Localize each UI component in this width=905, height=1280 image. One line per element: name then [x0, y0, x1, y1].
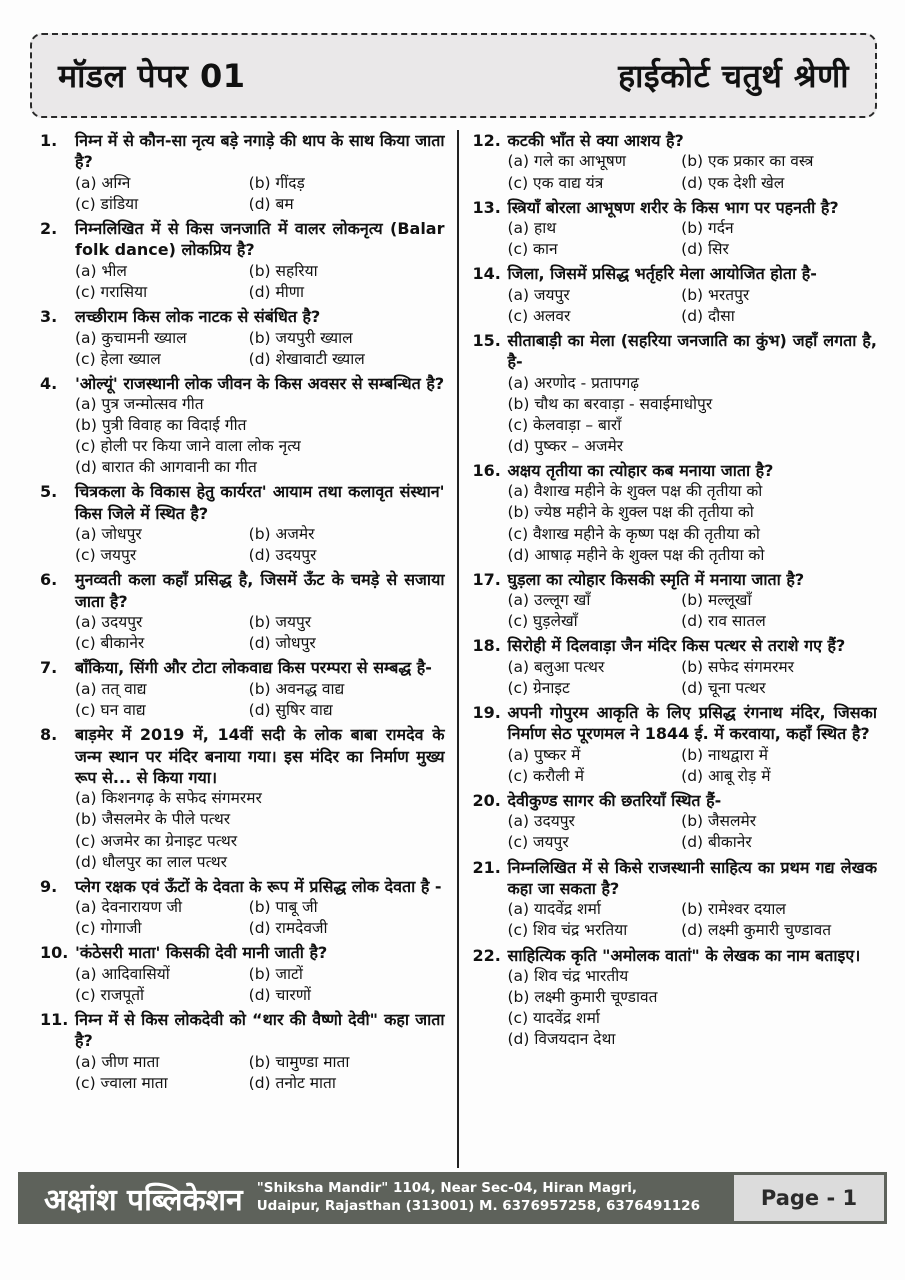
- question-number: 11.: [40, 1009, 69, 1029]
- question-item: [40, 657, 445, 721]
- option-item: (c) वैशाख महीने के कृष्ण पक्ष की तृतीया को: [507, 524, 760, 543]
- question-body: [75, 876, 445, 940]
- option-item: (c) बीकानेर: [75, 634, 145, 653]
- option-item: (a) कुचामनी ख्याल: [75, 328, 187, 347]
- question-number: 20.: [472, 790, 501, 810]
- option-item: (d) दौसा: [681, 306, 735, 325]
- option-item: (c) हेला ख्याल: [75, 349, 161, 368]
- question-text: घुड़ला का त्योहार किसकी स्मृति में मनाया जाता है?: [507, 569, 805, 589]
- option-item: (c) जयपुर: [75, 546, 137, 565]
- option-item: (c) कान: [507, 240, 558, 259]
- option-item: (c) ग्रेनाइट: [507, 678, 570, 697]
- options-list: [508, 373, 878, 457]
- question-item: [40, 218, 445, 303]
- question-number: 7.: [40, 658, 58, 678]
- question-text: अपनी गोपुरम आकृति के लिए प्रसिद्ध रंगनाथ मंदिर, जिसका निर्माण सेठ पूरणमल ने 1844 ई. में करवाया, कहाँ स्थित है?: [507, 702, 877, 744]
- options-list: [75, 261, 445, 303]
- question-body: [508, 197, 878, 261]
- question-item: [40, 724, 445, 873]
- question-item: [40, 942, 445, 1006]
- option-item: (a) जयपुर: [507, 285, 570, 304]
- option-item: (a) पुष्कर में: [507, 745, 581, 764]
- option-item: (a) उदयपुर: [507, 812, 575, 831]
- option-item: (d) एक देशी खेल: [681, 173, 785, 192]
- question-body: [508, 263, 878, 327]
- question-item: [473, 790, 878, 854]
- option-item: (c) घुड़लेखाँ: [507, 612, 578, 631]
- option-item: (c) अलवर: [507, 306, 571, 325]
- option-item: (b) लक्ष्मी कुमारी चूण्डावत: [507, 988, 658, 1007]
- option-item: (a) किशनगढ़ के सफेद संगमरमर: [75, 789, 262, 808]
- option-item: (c) शिव चंद्र भरतिया: [507, 921, 628, 940]
- options-list: [75, 524, 445, 566]
- option-item: (c) घन वाद्य: [75, 700, 146, 719]
- question-item: [473, 130, 878, 194]
- question-item: [473, 460, 878, 566]
- question-body: [75, 1009, 445, 1094]
- option-item: (c) ज्वाला माता: [75, 1073, 168, 1092]
- question-number: 10.: [40, 943, 69, 963]
- question-item: [473, 945, 878, 1051]
- option-item: (a) जोधपुर: [75, 525, 142, 544]
- question-item: [40, 1009, 445, 1094]
- question-text: मुनव्वती कला कहाँ प्रसिद्ध है, जिसमें ऊँट के चमड़े से सजाया जाता है?: [75, 570, 445, 611]
- question-number: 6.: [40, 570, 58, 590]
- question-item: [40, 306, 445, 370]
- option-item: (d) जोधपुर: [248, 634, 316, 653]
- question-item: [473, 263, 878, 327]
- option-item: (b) अवनद्ध वाद्य: [248, 679, 345, 698]
- option-item: (d) धौलपुर का लाल पत्थर: [75, 852, 227, 871]
- option-item: (d) तनोट माता: [248, 1073, 336, 1092]
- option-item: (d) राव सातल: [681, 612, 766, 631]
- question-text: स्त्रियाँ बोरला आभूषण शरीर के किस भाग पर पहनती है?: [507, 197, 839, 217]
- question-body: [508, 790, 878, 854]
- option-item: (b) चामुण्डा माता: [248, 1052, 350, 1071]
- options-list: [508, 151, 878, 193]
- option-item: (c) एक वाद्य यंत्र: [507, 173, 604, 192]
- question-number: 17.: [472, 569, 501, 589]
- question-text: लच्छीराम किस लोक नाटक से संबंधित है?: [75, 307, 321, 327]
- question-number: 13.: [472, 197, 501, 217]
- option-item: (b) एक प्रकार का वस्त्र: [681, 152, 814, 171]
- question-body: [508, 330, 878, 457]
- option-item: (a) उदयपुर: [75, 613, 143, 632]
- question-text: निम्न में से कौन-सा नृत्य बड़े नगाड़े की थाप के साथ किया जाता है?: [75, 131, 445, 172]
- question-body: [75, 569, 445, 654]
- option-item: (c) केलवाड़ा – बाराँ: [507, 415, 622, 434]
- question-body: [508, 945, 878, 1051]
- option-item: (d) सिर: [681, 240, 729, 259]
- publisher-address: [257, 1180, 734, 1215]
- option-item: (d) मीणा: [248, 282, 305, 301]
- option-item: (d) शेखावाटी ख्याल: [248, 349, 365, 368]
- option-item: (b) गर्दन: [681, 219, 734, 238]
- option-item: (a) हाथ: [507, 219, 557, 238]
- paper-title: मॉडल पेपर 01: [58, 57, 246, 95]
- option-item: (d) बीकानेर: [681, 833, 752, 852]
- option-item: (b) गींदड़: [248, 173, 305, 192]
- option-item: (b) जयपुरी ख्याल: [248, 328, 353, 347]
- question-text: निम्नलिखित में से किस जनजाति में वालर लोकनृत्य (Balar folk dance) लोकप्रिय है?: [75, 219, 445, 260]
- question-text: सिरोही में दिलवाड़ा जैन मंदिर किस पत्थर से तराशे गए हैं?: [507, 636, 846, 656]
- option-item: (d) उदयपुर: [248, 546, 317, 565]
- question-body: [75, 218, 445, 303]
- question-body: [508, 857, 878, 942]
- question-text: अक्षय तृतीया का त्योहार कब मनाया जाता है?: [507, 460, 774, 480]
- question-body: [75, 942, 445, 1006]
- options-list: [508, 745, 878, 787]
- options-list: [75, 679, 445, 721]
- option-item: (b) जैसलमेर: [681, 812, 757, 831]
- option-item: (c) जयपुर: [507, 833, 569, 852]
- question-item: [473, 569, 878, 633]
- options-list: [75, 394, 445, 478]
- questions-area: [40, 130, 877, 1168]
- question-item: [473, 702, 878, 787]
- question-number: 14.: [472, 264, 501, 284]
- question-text: बाड़मेर में 2019 में, 14वीं सदी के लोक बाबा रामदेव के जन्म स्थान पर मंदिर बनाया गया। इस मंदिर का निर्माण मुख्य रूप से... से किया गया।: [75, 725, 445, 787]
- option-item: (a) तत् वाद्य: [75, 679, 147, 698]
- publisher-address-line1: "Shiksha Mandir" 1104, Near Sec-04, Hiran Magri,: [256, 1180, 638, 1197]
- question-text: जिला, जिसमें प्रसिद्ध भर्तृहरि मेला आयोजित होता है-: [507, 264, 817, 284]
- options-list: [75, 328, 445, 370]
- question-body: [508, 702, 878, 787]
- option-item: (a) यादवेंद्र शर्मा: [507, 900, 601, 919]
- options-list: [508, 481, 878, 565]
- questions-column-left: [40, 130, 457, 1168]
- option-item: (b) जयपुर: [248, 613, 312, 632]
- option-item: (d) चूना पत्थर: [681, 678, 766, 697]
- question-text: बाँकिया, सिंगी और टोटा लोकवाद्य किस परम्परा से सम्बद्ध है-: [75, 658, 432, 678]
- option-item: (d) लक्ष्मी कुमारी चुण्डावत: [681, 921, 832, 940]
- question-item: [40, 876, 445, 940]
- options-list: [75, 964, 445, 1006]
- question-item: [473, 330, 878, 457]
- options-list: [508, 966, 878, 1050]
- option-item: (d) बारात की आगवानी का गीत: [75, 458, 257, 477]
- options-list: [75, 788, 445, 872]
- option-item: (a) बलुआ पत्थर: [507, 657, 605, 676]
- question-text: सीताबाड़ी का मेला (सहरिया जनजाति का कुंभ) जहाँ लगता है, है-: [507, 330, 877, 372]
- question-text: निम्नलिखित में से किसे राजस्थानी साहित्य का प्रथम गद्य लेखक कहा जा सकता है?: [507, 857, 877, 898]
- option-item: (c) करौली में: [507, 766, 585, 785]
- option-item: (d) रामदेवजी: [248, 919, 328, 938]
- question-item: [473, 197, 878, 261]
- question-number: 22.: [472, 945, 501, 965]
- question-item: [473, 857, 878, 942]
- option-item: (b) मल्लूखाँ: [681, 591, 752, 610]
- question-text: 'ओल्यूं' राजस्थानी लोक जीवन के किस अवसर से सम्बन्धित है?: [75, 373, 445, 393]
- question-number: 5.: [40, 482, 58, 502]
- option-item: (a) वैशाख महीने के शुक्ल पक्ष की तृतीया को: [507, 482, 763, 501]
- options-list: [75, 173, 445, 215]
- question-body: [508, 569, 878, 633]
- option-item: (a) अरणोद - प्रतापगढ़: [507, 373, 640, 392]
- options-list: [508, 590, 878, 632]
- question-item: [40, 481, 445, 566]
- page-number-badge: Page - 1: [734, 1175, 884, 1221]
- question-item: [40, 569, 445, 654]
- header: [30, 33, 877, 118]
- question-body: [75, 130, 445, 215]
- option-item: (c) अजमेर का ग्रेनाइट पत्थर: [75, 831, 238, 850]
- question-number: 1.: [40, 131, 58, 150]
- footer: [18, 1172, 887, 1224]
- option-item: (c) राजपूतों: [75, 985, 145, 1004]
- question-number: 4.: [40, 373, 58, 393]
- question-body: [508, 130, 878, 194]
- question-text: निम्न में से किस लोकदेवी को “थार की वैष्णो देवी" कहा जाता है?: [75, 1009, 445, 1051]
- publisher-address-line2: Udaipur, Rajasthan (313001) M. 6376957258, 6376491126: [256, 1198, 700, 1214]
- question-body: [75, 373, 445, 479]
- question-text: कटकी भाँत से क्या आशय है?: [507, 131, 684, 150]
- option-item: (c) डांडिया: [75, 194, 139, 213]
- question-number: 2.: [40, 219, 58, 239]
- option-item: (a) शिव चंद्र भारतीय: [507, 967, 629, 985]
- question-item: [40, 130, 445, 215]
- option-item: (a) पुत्र जन्मोत्सव गीत: [75, 395, 204, 414]
- option-item: (b) रामेश्वर दयाल: [681, 900, 786, 919]
- questions-column-right: [457, 130, 878, 1168]
- option-item: (b) नाथद्वारा में: [681, 745, 769, 764]
- question-number: 21.: [472, 857, 501, 877]
- option-item: (a) उल्लूग खाँ: [507, 591, 591, 610]
- options-list: [508, 285, 878, 327]
- question-body: [508, 635, 878, 699]
- option-item: (d) आषाढ़ महीने के शुक्ल पक्ष की तृतीया को: [507, 545, 765, 564]
- option-item: (b) चौथ का बरवाड़ा - सवाईमाधोपुर: [507, 394, 713, 413]
- option-item: (b) अजमेर: [248, 525, 315, 544]
- exam-title: हाईकोर्ट चतुर्थ श्रेणी: [618, 57, 849, 95]
- question-number: 3.: [40, 307, 58, 327]
- option-item: (d) पुष्कर – अजमेर: [507, 436, 624, 455]
- question-body: [75, 481, 445, 566]
- question-body: [75, 724, 445, 873]
- option-item: (b) भरतपुर: [681, 285, 750, 304]
- option-item: (a) आदिवासियों: [75, 964, 170, 983]
- question-number: 15.: [472, 330, 501, 350]
- question-text: साहित्यिक कृति "अमोलक वातां" के लेखक का नाम बताइए।: [507, 945, 861, 965]
- option-item: (d) चारणों: [248, 985, 311, 1004]
- question-number: 12.: [472, 131, 501, 150]
- publisher-name: अक्षांश पब्लिकेशन: [44, 1182, 243, 1218]
- question-number: 19.: [472, 702, 501, 722]
- options-list: [75, 1052, 445, 1094]
- question-number: 9.: [40, 876, 58, 896]
- option-item: (b) ज्येष्ठ महीने के शुक्ल पक्ष की तृतीया को: [507, 503, 754, 522]
- option-item: (b) जैसलमेर के पीले पत्थर: [75, 810, 231, 829]
- option-item: (b) सहरिया: [248, 261, 318, 280]
- option-item: (c) यादवेंद्र शर्मा: [507, 1009, 600, 1028]
- options-list: [508, 218, 878, 260]
- option-item: (d) विजयदान देथा: [507, 1030, 616, 1049]
- option-item: (a) भील: [75, 261, 127, 280]
- question-number: 8.: [40, 725, 58, 745]
- question-number: 16.: [472, 460, 501, 480]
- option-item: (a) गले का आभूषण: [507, 152, 626, 171]
- option-item: (b) पाबू जी: [248, 898, 318, 917]
- question-item: [40, 373, 445, 479]
- option-item: (d) सुषिर वाद्य: [248, 700, 333, 719]
- options-list: [508, 657, 878, 699]
- option-item: (a) अग्नि: [75, 173, 131, 192]
- question-item: [473, 635, 878, 699]
- option-item: (b) पुत्री विवाह का विदाई गीत: [75, 416, 247, 435]
- question-text: प्लेग रक्षक एवं ऊँटों के देवता के रूप में प्रसिद्ध लोक देवता है -: [75, 876, 442, 896]
- option-item: (d) बम: [248, 194, 294, 213]
- question-text: 'कंठेसरी माता' किसकी देवी मानी जाती है?: [75, 943, 328, 963]
- question-text: चित्रकला के विकास हेतु कार्यरत' आयाम तथा कलावृत संस्थान' किस जिले में स्थित है?: [75, 482, 445, 523]
- options-list: [508, 899, 878, 941]
- option-item: (b) जाटों: [248, 964, 303, 983]
- option-item: (a) देवनारायण जी: [75, 898, 182, 917]
- question-body: [508, 460, 878, 566]
- question-text: देवीकुण्ड सागर की छतरियाँ स्थित हैं-: [507, 790, 722, 810]
- options-list: [75, 612, 445, 654]
- question-body: [75, 657, 445, 721]
- option-item: (c) गोगाजी: [75, 919, 142, 938]
- option-item: (b) सफेद संगमरमर: [681, 657, 795, 676]
- question-body: [75, 306, 445, 370]
- options-list: [508, 811, 878, 853]
- options-list: [75, 897, 445, 939]
- question-number: 18.: [472, 636, 501, 656]
- option-item: (a) जीण माता: [75, 1052, 160, 1071]
- option-item: (c) गरासिया: [75, 282, 148, 301]
- option-item: (d) आबू रोड़ में: [681, 766, 771, 785]
- option-item: (c) होली पर किया जाने वाला लोक नृत्य: [75, 437, 301, 456]
